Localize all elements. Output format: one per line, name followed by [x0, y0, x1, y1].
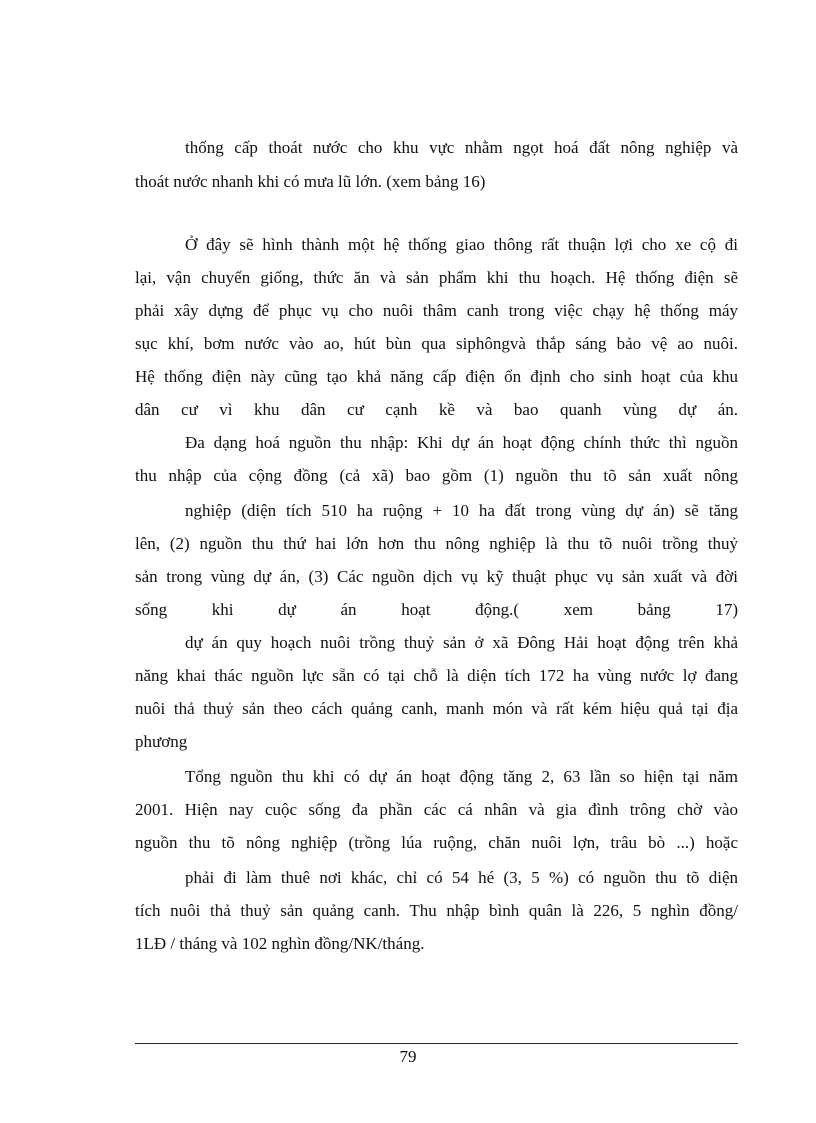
- text-line: phương: [135, 732, 188, 751]
- text-line: Ở đây sẽ hình thành một hệ thống giao thông rất thuận lợi cho xe cộ đi: [185, 235, 738, 254]
- text-line: sống khi dự án hoạt động.( xem bảng 17): [135, 600, 738, 619]
- text-line: Hệ thống điện này cũng tạo khả năng cấp điện ổn định cho sinh hoạt của khu: [135, 367, 738, 386]
- text-line: Tổng nguồn thu khi có dự án hoạt động tăng 2, 63 lần so hiện tại năm: [185, 767, 738, 786]
- footer-divider: [135, 1043, 738, 1044]
- text-line: dân cư vì khu dân cư cạnh kề và bao quanh vùng dự án.: [135, 400, 738, 419]
- text-line: tích nuôi thả thuỷ sản quảng canh. Thu nhập bình quân là 226, 5 nghìn đồng/: [135, 901, 738, 920]
- text-line: sản trong vùng dự án, (3) Các nguồn dịch vụ kỹ thuật phục vụ sản xuất và đời: [135, 567, 738, 586]
- text-line: thoát nước nhanh khi có mưa lũ lớn. (xem bảng 16): [135, 172, 486, 191]
- text-line: sục khí, bơm nước vào ao, hút bùn qua siphôngvà thắp sáng bảo vệ ao nuôi.: [135, 334, 738, 353]
- text-line: dự án quy hoạch nuôi trồng thuỷ sản ở xã Đông Hải hoạt động trên khả: [185, 633, 738, 652]
- text-line: 2001. Hiện nay cuộc sống đa phần các cá nhân và gia đình trông chờ vào: [135, 800, 738, 819]
- text-line: thu nhập của cộng đồng (cả xã) bao gồm (1) nguồn thu tõ sản xuất nông: [135, 466, 738, 485]
- text-line: nguồn thu tõ nông nghiệp (trồng lúa ruộng, chăn nuôi lợn, trâu bò ...) hoặc: [135, 833, 738, 852]
- text-line: nuôi thả thuỷ sản theo cách quảng canh, manh món và rất kém hiệu quả tại địa: [135, 699, 738, 718]
- text-line: 1LĐ / tháng và 102 nghìn đồng/NK/tháng.: [135, 934, 425, 953]
- text-line: phải xây dựng để phục vụ cho nuôi thâm canh trong việc chạy hệ thống máy: [135, 301, 738, 320]
- text-line: nghiệp (diện tích 510 ha ruộng + 10 ha đất trong vùng dự án) sẽ tăng: [185, 501, 738, 520]
- text-line: năng khai thác nguồn lực sẵn có tại chỗ là diện tích 172 ha vùng nước lợ đang: [135, 666, 738, 685]
- text-line: thống cấp thoát nước cho khu vực nhằm ngọt hoá đất nông nghiệp và: [185, 138, 738, 157]
- text-line: Đa dạng hoá nguồn thu nhập: Khi dự án hoạt động chính thức thì nguồn: [185, 433, 738, 452]
- text-line: lại, vận chuyển giống, thức ăn và sản phẩm khi thu hoạch. Hệ thống điện sẽ: [135, 268, 738, 287]
- text-line: phải đi làm thuê nơi khác, chỉ có 54 hé (3, 5 %) có nguồn thu tõ diện: [185, 868, 738, 887]
- page-number: 79: [399, 1047, 417, 1066]
- text-line: lên, (2) nguồn thu thứ hai lớn hơn thu nông nghiệp là thu tõ nuôi trồng thuỷ: [135, 534, 738, 553]
